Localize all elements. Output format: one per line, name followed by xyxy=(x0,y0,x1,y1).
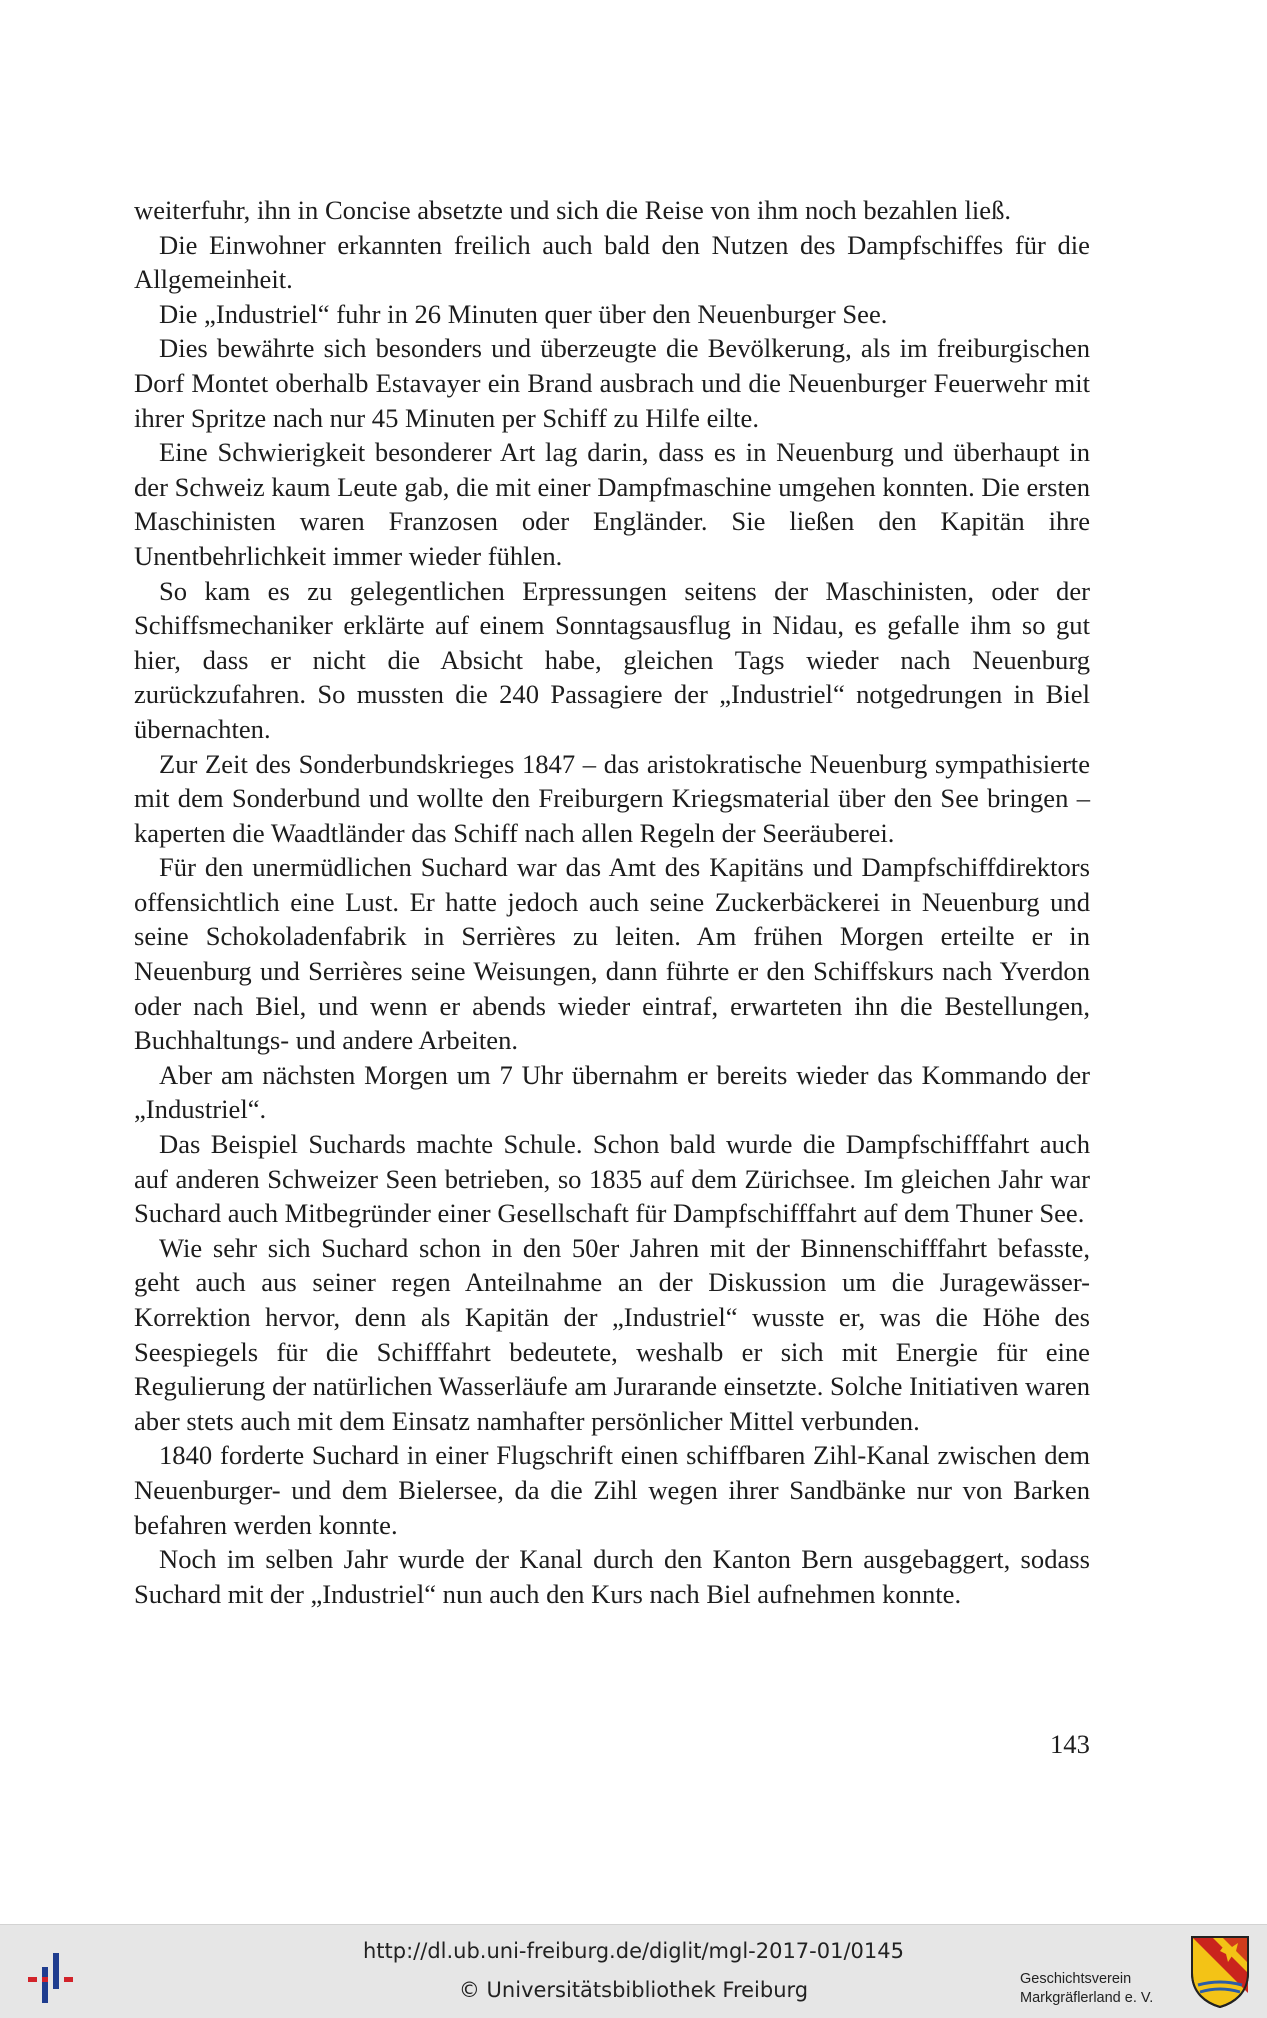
paragraph: Wie sehr sich Suchard schon in den 50er Jahren mit der Binnenschifffahrt befasste, geht auch aus seiner regen Anteilnahme an der Diskussion um die Juragewässer-Korrektion hervor, denn als Kapitän der „Industriel“ wusste er, was die Höhe des Seespiegels für die Schifffahrt bedeutete, weshalb er sich mit Energie für eine Regulierung der natürlichen Wasserläufe am Jurarande einsetzte. Solche Initiativen waren aber stets auch mit dem Einsatz namhafter persönlicher Mittel verbunden. xyxy=(134,1232,1090,1436)
paragraph: So kam es zu gelegentlichen Erpressungen seitens der Maschinisten, oder der Schiffsmechaniker erklärte auf einem Sonntagsausflug in Nidau, es gefalle ihm so gut hier, dass er nicht die Absicht habe, gleichen Tags wieder nach Neuenburg zurückzufahren. So mussten die 240 Passagiere der „Industriel“ notgedrungen in Biel übernachten. xyxy=(134,575,1090,744)
body-text xyxy=(134,193,1090,1611)
permalink-url[interactable]: http://dl.ub.uni-freiburg.de/diglit/mgl-2017-01/0145 xyxy=(362,1939,904,1963)
organization-line-1: Geschichtsverein xyxy=(1020,1971,1132,1987)
page-number: 143 xyxy=(1050,1729,1090,1759)
paragraph: 1840 forderte Suchard in einer Flugschrift einen schiffbaren Zihl-Kanal zwischen dem Neuenburger- und dem Bielersee, da die Zihl wegen ihrer Sandbänke nur von Barken befahren werden konnte. xyxy=(134,1440,1090,1540)
paragraph: Die Einwohner erkannten freilich auch bald den Nutzen des Dampfschiffes für die Allgemeinheit. xyxy=(134,229,1090,295)
viewer-footer xyxy=(0,1924,1267,2018)
paragraph: Für den unermüdlichen Suchard war das Amt des Kapitäns und Dampfschiffdirektors offensichtlich eine Lust. Er hatte jedoch auch seine Zuckerbäckerei in Neuenburg und seine Schokoladenfabrik in Serrières zu leiten. Am frühen Morgen erteilte er in Neuenburg und Serrières seine Weisungen, dann führte er den Schiffskurs nach Yverdon oder nach Biel, und wenn er abends wieder eintraf, erwarteten ihn die Bestellungen, Buchhaltungs- und andere Arbeiten. xyxy=(134,852,1090,1056)
paragraph: Eine Schwierigkeit besonderer Art lag darin, dass es in Neuenburg und überhaupt in der Schweiz kaum Leute gab, die mit einer Dampfmaschine umgehen konnten. Die ersten Maschinisten waren Franzosen oder Engländer. Sie ließen den Kapitän ihre Unentbehrlichkeit immer wieder fühlen. xyxy=(134,437,1090,571)
paragraph: Noch im selben Jahr wurde der Kanal durch den Kanton Bern ausgebaggert, sodass Suchard mit der „Industriel“ nun auch den Kurs nach Biel aufnehmen konnte. xyxy=(134,1544,1090,1609)
paragraph: Das Beispiel Suchards machte Schule. Schon bald wurde die Dampfschifffahrt auch auf anderen Schweizer Seen betrieben, so 1835 auf dem Zürichsee. Im gleichen Jahr war Suchard auch Mitbegründer einer Gesellschaft für Dampfschifffahrt auf dem Thuner See. xyxy=(134,1129,1090,1229)
paragraph: weiterfuhr, ihn in Concise absetzte und sich die Reise von ihm noch bezahlen ließ. xyxy=(134,195,1012,225)
paragraph: Die „Industriel“ fuhr in 26 Minuten quer über den Neuenburger See. xyxy=(159,298,888,329)
organization-name xyxy=(1020,1970,1153,2008)
paragraph: Aber am nächsten Morgen um 7 Uhr übernahm er bereits wieder das Kommando der „Industriel“. xyxy=(134,1059,1090,1125)
paragraph: Dies bewährte sich besonders und überzeugte die Bevölkerung, als im freiburgischen Dorf Montet oberhalb Estavayer ein Brand ausbrach und die Neuenburger Feuerwehr mit ihrer Spritze nach nur 45 Minuten per Schiff zu Hilfe eilte. xyxy=(134,333,1090,433)
organization-line-2: Markgräflerland e. V. xyxy=(1020,1990,1154,2006)
paragraph: Zur Zeit des Sonderbundskrieges 1847 – das aristokratische Neuenburg sympathisierte mit dem Sonderbund und wollte den Freiburgern Kriegsmaterial über den See bringen – kaperten die Waadtländer das Schiff nach allen Regeln der Seeräuberei. xyxy=(134,748,1090,848)
coat-of-arms-icon xyxy=(1190,1935,1250,2009)
copyright-notice: © Universitätsbibliothek Freiburg xyxy=(458,1978,809,2002)
